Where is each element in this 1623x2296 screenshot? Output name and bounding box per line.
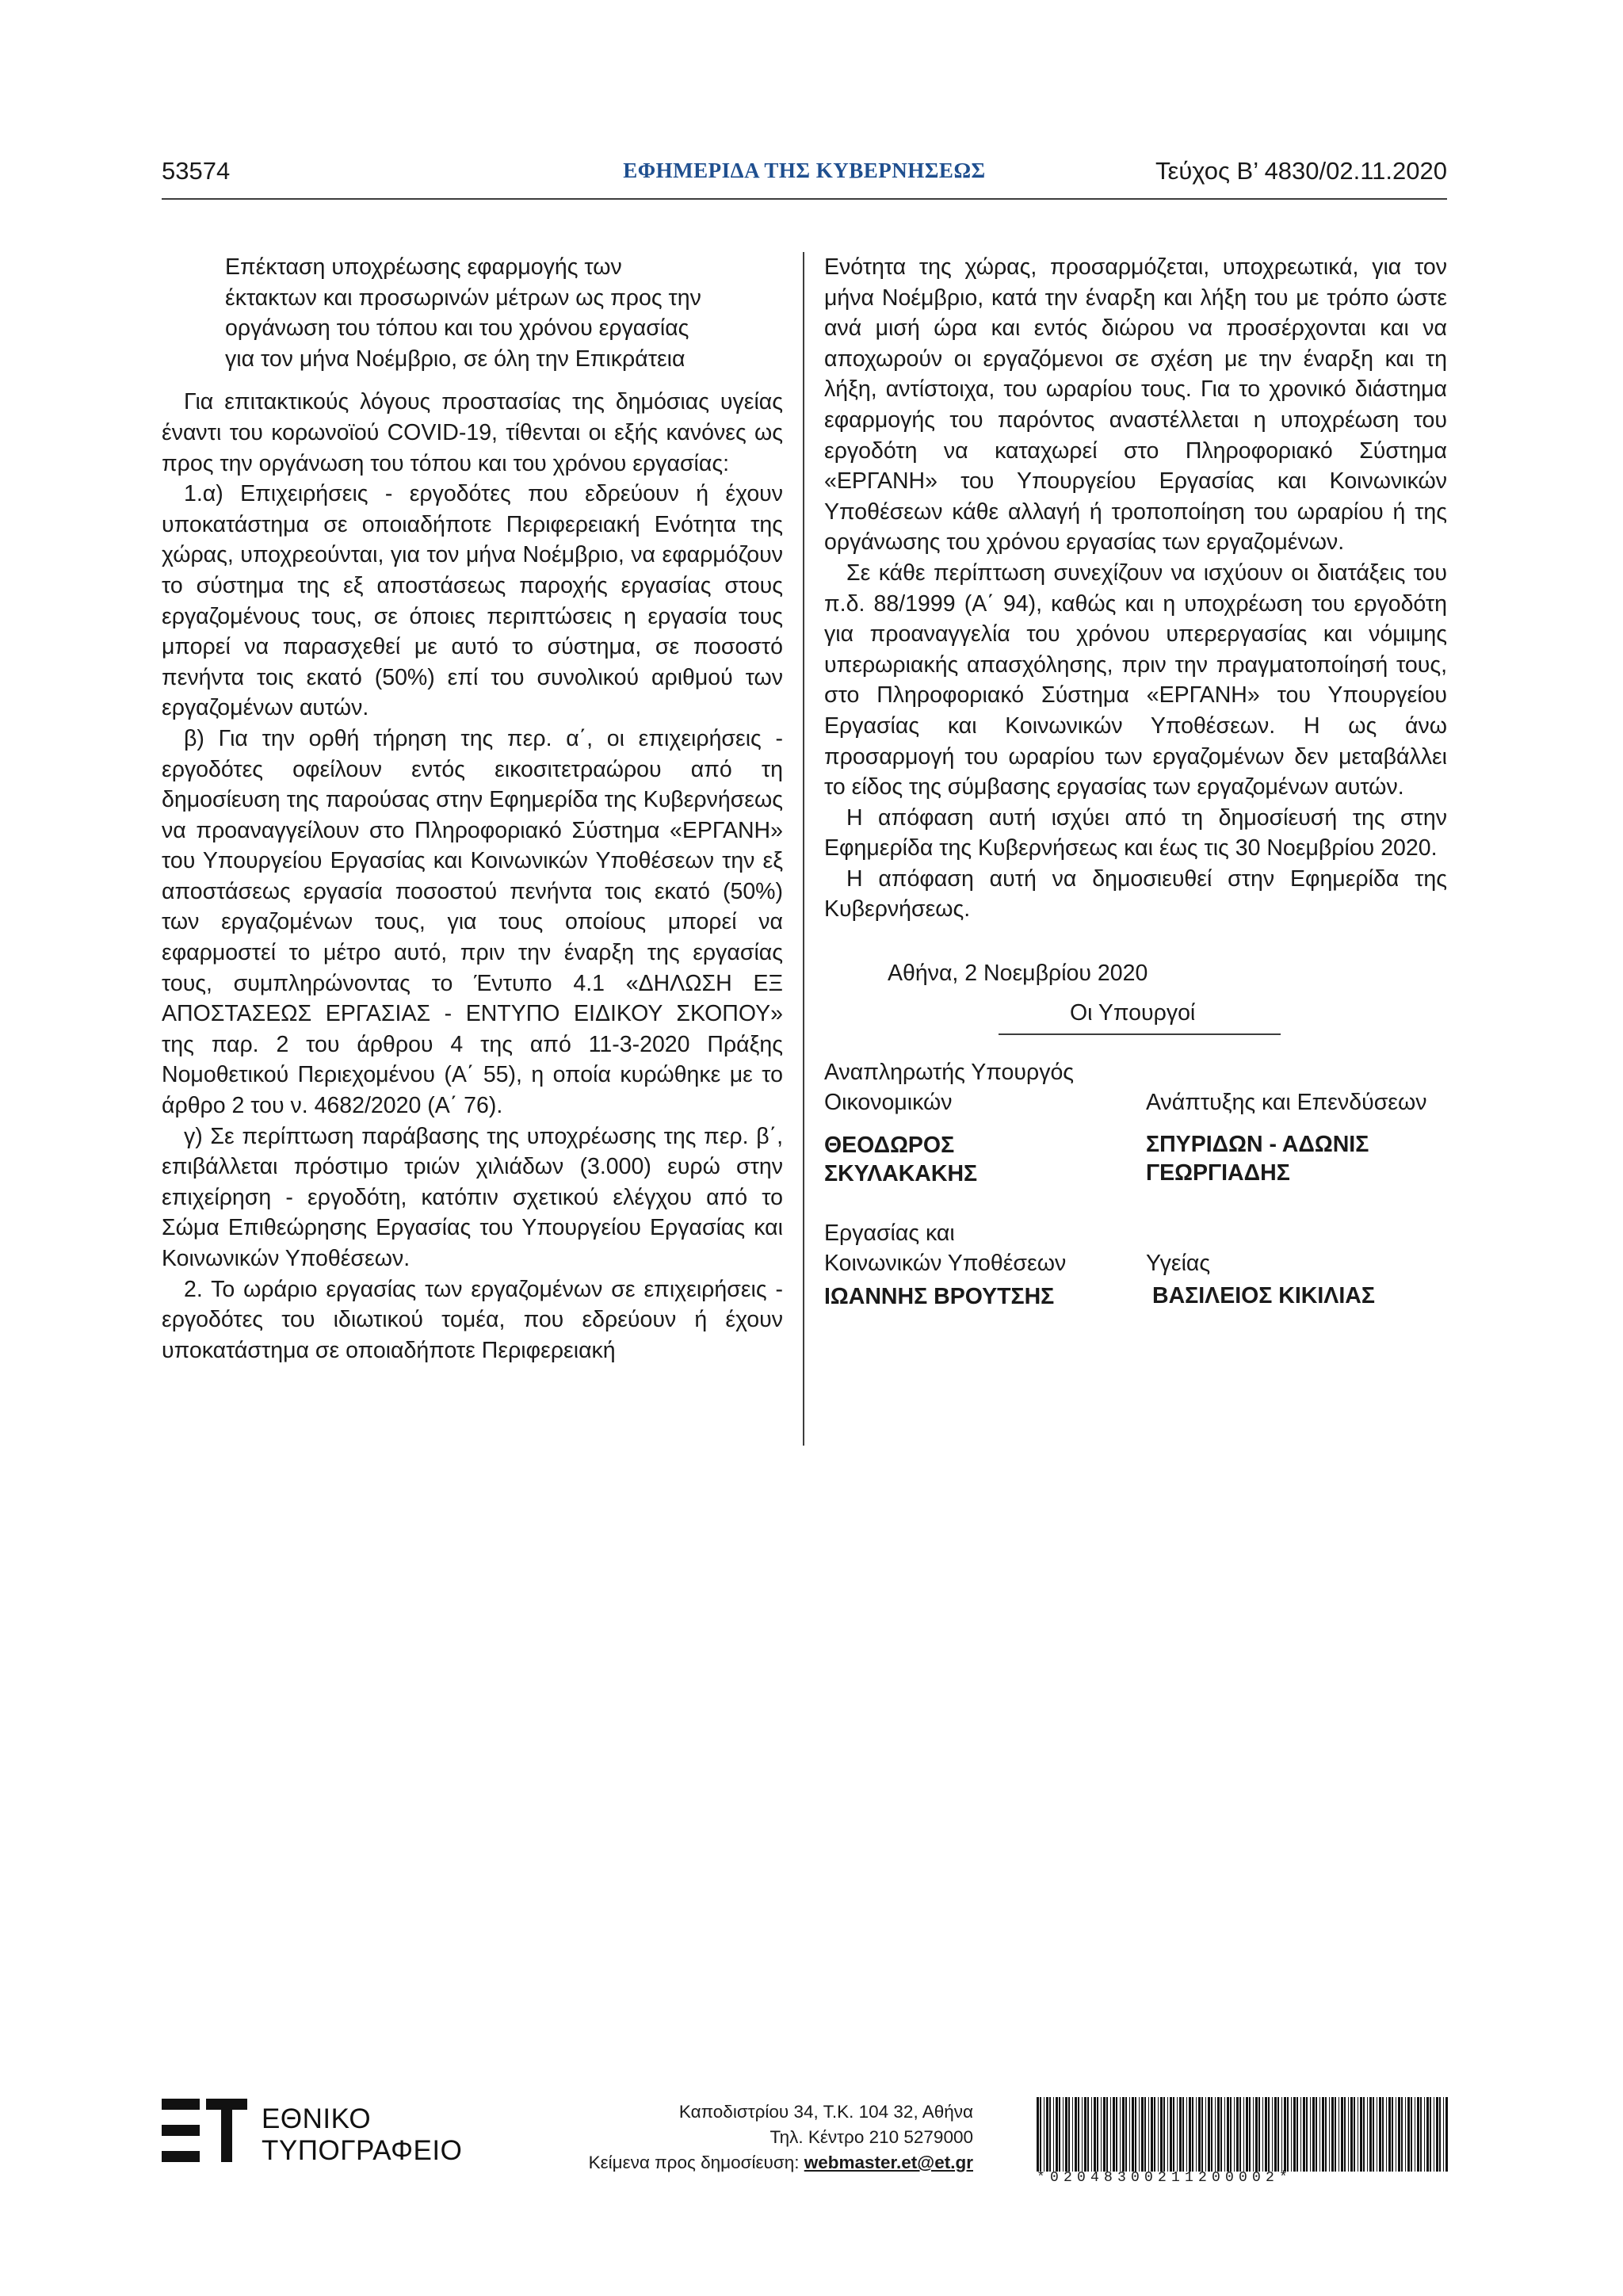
barcode-bar xyxy=(1154,2097,1155,2172)
barcode-bar xyxy=(1116,2097,1117,2172)
barcode-bar xyxy=(1411,2097,1412,2172)
barcode-bar xyxy=(1246,2097,1248,2172)
barcode-bar xyxy=(1284,2097,1286,2172)
signatory-name: ΒΑΣΙΛΕΙΟΣ ΚΙΚΙΛΙΑΣ xyxy=(1152,1283,1375,1309)
barcode-bar xyxy=(1049,2097,1051,2172)
national-printing-office-logo xyxy=(162,2099,463,2166)
barcode-bar xyxy=(1040,2097,1041,2172)
barcode-bar xyxy=(1296,2097,1298,2172)
barcode-bar xyxy=(1367,2097,1368,2172)
barcode-bar xyxy=(1329,2097,1330,2172)
barcode-bar xyxy=(1255,2097,1258,2172)
ministers-underline xyxy=(999,1033,1281,1035)
barcode-bar xyxy=(1277,2097,1279,2172)
barcode-bar xyxy=(1163,2097,1165,2172)
barcode-bar xyxy=(1382,2097,1384,2172)
barcode-bar xyxy=(1192,2097,1193,2172)
barcode-bar xyxy=(1439,2097,1441,2172)
barcode-bar xyxy=(1293,2097,1296,2172)
right-column xyxy=(824,252,1447,1311)
barcode-bar xyxy=(1388,2097,1391,2172)
barcode-bar xyxy=(1316,2097,1317,2172)
barcode-bar xyxy=(1103,2097,1106,2172)
barcode-bar xyxy=(1144,2097,1146,2172)
title-line: οργάνωση του τόπου και του χρόνου εργασίας xyxy=(225,315,689,342)
barcode-bar xyxy=(1310,2097,1311,2172)
barcode-bar xyxy=(1230,2097,1232,2172)
barcode-bar xyxy=(1398,2097,1400,2172)
barcode-bar xyxy=(1354,2097,1355,2172)
barcode-bar xyxy=(1122,2097,1125,2172)
barcode-bar xyxy=(1053,2097,1054,2172)
footer-submissions: Κείμενα προς δημοσίευση: webmaster.et@et.gr xyxy=(588,2153,973,2172)
barcode-bar xyxy=(1445,2097,1448,2172)
footer-phone: Τηλ. Κέντρο 210 5279000 xyxy=(769,2127,973,2147)
barcode-bar xyxy=(1084,2097,1086,2172)
barcode-bar xyxy=(1110,2097,1111,2172)
barcode-bar xyxy=(1170,2097,1172,2172)
barcode-bar xyxy=(1078,2097,1079,2172)
header-divider xyxy=(162,198,1447,200)
barcode-bar xyxy=(1167,2097,1168,2172)
signatory-role-line: Εργασίας και xyxy=(824,1220,955,1246)
paragraph-1a: 1.α) Επιχειρήσεις - εργοδότες που εδρεύουν ή έχουν υποκατάστημα σε οποιαδήποτε Περιφερειακή Ενότητα της χώρας, υποχρεούνται, για τον μήνα Νοέμβριο, να εφαρμόζουν το σύστημα της εξ αποστάσεως παροχής εργασίας στους εργαζομένους τους, σε όποιες περιπτώσεις η εργασία τους μπορεί να παρασχεθεί με αυτό το σύστημα, σε ποσοστό πενήντα τοις εκατό (50%) επί του συνολικού αριθμού των εργαζομένων αυτών. xyxy=(162,481,783,721)
barcode-bar xyxy=(1392,2097,1393,2172)
barcode-bar xyxy=(1141,2097,1144,2172)
barcode-bar xyxy=(1160,2097,1163,2172)
submissions-email-link[interactable]: webmaster.et@et.gr xyxy=(804,2153,973,2172)
place-date: Αθήνα, 2 Νοεμβρίου 2020 xyxy=(888,961,1148,987)
barcode-bar xyxy=(1082,2097,1083,2172)
barcode-bar xyxy=(1265,2097,1267,2172)
column-divider xyxy=(803,252,804,1446)
barcode-bar xyxy=(1179,2097,1182,2172)
barcode-bar xyxy=(1072,2097,1073,2172)
barcode-bar xyxy=(1239,2097,1241,2172)
barcode-bar xyxy=(1405,2097,1406,2172)
barcode-bar xyxy=(1350,2097,1353,2172)
left-column xyxy=(162,252,783,1366)
barcode-bar xyxy=(1274,2097,1277,2172)
journal-title: ΕΦΗΜΕΡΙΔΑ ΤΗΣ ΚΥΒΕΡΝΗΣΕΩΣ xyxy=(623,159,986,182)
barcode-bar xyxy=(1348,2097,1349,2172)
barcode-bar xyxy=(1056,2097,1058,2172)
barcode-bar xyxy=(1287,2097,1289,2172)
barcode-bar xyxy=(1065,2097,1067,2172)
barcode-bar xyxy=(1220,2097,1222,2172)
paragraph-2-cont: Ενότητα της χώρας, προσαρμόζεται, υποχρεωτικά, για τον μήνα Νοέμβριο, κατά την έναρξη και λήξη του με τρόπο ώστε ανά μισή ώρα και εντός διώρου να προσέρχονται και να αποχωρούν οι εργαζόμενοι σε σχέση με την έναρξη και τη λήξη, αντίστοιχα, του ωραρίου τους. Για το χρονικό διάστημα εφαρμογής του παρόντος αναστέλλεται η υποχρέωση του εργοδότη να καταχωρεί στο Πληροφοριακό Σύστημα «ΕΡΓΑΝΗ» του Υπουργείου Εργασίας και Κοινωνικών Υποθέσεων κάθε αλλαγή ή τροποποίηση του ωραρίου ή της οργάνωσης του χρόνου εργασίας των εργαζομένων. xyxy=(824,254,1447,556)
barcode-bar xyxy=(1091,2097,1092,2172)
barcode-bar xyxy=(1205,2097,1206,2172)
barcode-bar xyxy=(1291,2097,1292,2172)
barcode-bar xyxy=(1243,2097,1244,2172)
barcode-bar xyxy=(1075,2097,1077,2172)
barcode-bar xyxy=(1401,2097,1403,2172)
barcode-bar xyxy=(1373,2097,1374,2172)
barcode-bar xyxy=(1113,2097,1115,2172)
paragraph-provisions: Σε κάθε περίπτωση συνεχίζουν να ισχύουν οι διατάξεις του π.δ. 88/1999 (Α΄ 94), καθώς και η υποχρέωση του εργοδότη για προαναγγελία του χρόνου υπερεργασίας και νόμιμης υπερωριακής απασχόλησης, πριν την πραγματοποίησή τους, στο Πληροφοριακό Σύστημα «ΕΡΓΑΝΗ» του Υπουργείου Εργασίας και Κοινωνικών Υποθέσεων. Η ως άνω προσαρμογή του ωραρίου των εργαζομένων δεν μεταβάλλει το είδος της σύμβασης εργασίας των εργαζομένων αυτών. xyxy=(824,560,1447,800)
page-header xyxy=(162,157,1447,197)
barcode-bar xyxy=(1300,2097,1301,2172)
barcode-bar xyxy=(1201,2097,1203,2172)
barcode-bar xyxy=(1106,2097,1108,2172)
ministers-heading: Οι Υπουργοί xyxy=(1070,1000,1196,1026)
paragraph-2: 2. Το ωράριο εργασίας των εργαζομένων σε επιχειρήσεις - εργοδότες του ιδιωτικού τομέα, που εδρεύουν ή έχουν υποκατάστημα σε οποιαδήποτε Περιφερειακή xyxy=(162,1276,783,1363)
paragraph-1b: β) Για την ορθή τήρηση της περ. α΄, οι επιχειρήσεις - εργοδότες οφείλουν εντός εικοσιτετραώρου από τη δημοσίευση της παρούσας στην Εφημερίδα της Κυβερνήσεως να προαναγγείλουν στο Πληροφοριακό Σύστημα «ΕΡΓΑΝΗ» του Υπουργείου Εργασίας και Κοινωνικών Υποθέσεων την εξ αποστάσεως εργασία ποσοστού πενήντα τοις εκατό (50%) των εργαζομένων τους, για τους οποίους μπορεί να εφαρμοστεί το μέτρο αυτό, πριν την έναρξη της εργασίας τους, συμπληρώνοντας το Έντυπο 4.1 «ΔΗΛΩΣΗ ΕΞ ΑΠΟΣΤΑΣΕΩΣ ΕΡΓΑΣΙΑΣ - ΕΝΤΥΠΟ ΕΙΔΙΚΟΥ ΣΚΟΠΟΥ» της παρ. 2 του άρθρου 4 της από 11-3-2020 Πράξης Νομοθετικού Περιεχομένου (Α΄ 55), η οποία κυρώθηκε με το άρθρο 2 του ν. 4682/2020 (Α΄ 76). xyxy=(162,725,783,1119)
barcode-bar xyxy=(1319,2097,1320,2172)
barcode-bar xyxy=(1281,2097,1282,2172)
barcode-bar xyxy=(1068,2097,1070,2172)
barcode-bar xyxy=(1217,2097,1220,2172)
signatory-name: ΣΠΥΡΙΔΩΝ - ΑΔΩΝΙΣ ΓΕΩΡΓΙΑΔΗΣ xyxy=(1146,1132,1369,1186)
barcode-bar xyxy=(1236,2097,1239,2172)
footer-address: Καποδιστρίου 34, Τ.Κ. 104 32, Αθήνα xyxy=(678,2102,973,2122)
barcode-bar xyxy=(1189,2097,1191,2172)
barcode-bar xyxy=(1132,2097,1134,2172)
barcode-bar xyxy=(1059,2097,1060,2172)
barcode-bar xyxy=(1407,2097,1410,2172)
barcode-bar xyxy=(1272,2097,1273,2172)
page-number: 53574 xyxy=(162,157,231,185)
barcode-bar xyxy=(1135,2097,1136,2172)
decision-title xyxy=(225,252,732,374)
barcode-bar xyxy=(1379,2097,1381,2172)
barcode-bar xyxy=(1268,2097,1270,2172)
paragraph-validity: Η απόφαση αυτή ισχύει από τη δημοσίευσή της στην Εφημερίδα της Κυβερνήσεως και έως τις 30 Νοεμβρίου 2020. xyxy=(824,804,1447,861)
barcode-bar xyxy=(1417,2097,1419,2172)
barcode-bar xyxy=(1312,2097,1315,2172)
barcode-bar xyxy=(1303,2097,1305,2172)
barcode-bar xyxy=(1322,2097,1324,2172)
signatures xyxy=(824,1057,1447,1311)
barcode-bar xyxy=(1249,2097,1251,2172)
barcode-bar xyxy=(1430,2097,1431,2172)
barcode-bar xyxy=(1186,2097,1187,2172)
barcode-bar xyxy=(1335,2097,1336,2172)
signatory-role: Υγείας xyxy=(1146,1250,1211,1276)
barcode-bar xyxy=(1094,2097,1096,2172)
barcode-bar xyxy=(1120,2097,1121,2172)
barcode-bar xyxy=(1063,2097,1064,2172)
barcode-number: *02048300211200002* xyxy=(1037,2170,1293,2186)
signatory-role: Αναπληρωτής Υπουργός Οικονομικών xyxy=(824,1059,1075,1116)
barcode-bar xyxy=(1234,2097,1235,2172)
barcode-bar xyxy=(1198,2097,1201,2172)
barcode-bar xyxy=(1306,2097,1308,2172)
barcode-bar xyxy=(1148,2097,1149,2172)
title-line: Επέκταση υποχρέωσης εφαρμογής των xyxy=(225,254,622,280)
barcode-bar xyxy=(1341,2097,1343,2172)
title-line: έκτακτων και προσωρινών μέτρων ως προς την xyxy=(225,285,701,311)
barcode-bar xyxy=(1424,2097,1425,2172)
barcode-bar xyxy=(1338,2097,1339,2172)
barcode-bar xyxy=(1258,2097,1260,2172)
barcode-bar xyxy=(1253,2097,1254,2172)
title-line: για τον μήνα Νοέμβριο, σε όλη την Επικράτεια xyxy=(225,346,685,372)
signature-health xyxy=(1146,1218,1447,1311)
barcode-bar xyxy=(1151,2097,1153,2172)
logo-text: ΕΘΝΙΚΟ ΤΥΠΟΓΡΑΦΕΙΟ xyxy=(262,2103,463,2166)
barcode-bar xyxy=(1087,2097,1089,2172)
barcode-bar xyxy=(1037,2097,1039,2172)
barcode-bar xyxy=(1173,2097,1174,2172)
barcode-bar xyxy=(1182,2097,1184,2172)
paragraph-intro: Για επιτακτικούς λόγους προστασίας της δημόσιας υγείας έναντι του κορωνοϊού COVID-19, τίθενται οι εξής κανόνες ως προς την οργάνωση του τόπου και του χρόνου εργασίας: xyxy=(162,389,783,476)
signatory-name: ΘΕΟΔΩΡΟΣ ΣΚΥΛΑΚΑΚΗΣ xyxy=(824,1132,978,1186)
barcode-bar xyxy=(1211,2097,1212,2172)
barcode-bar xyxy=(1443,2097,1444,2172)
barcode-bar xyxy=(1101,2097,1102,2172)
barcode-bar xyxy=(1360,2097,1362,2172)
signature-finance xyxy=(824,1057,1146,1188)
et-logo-icon xyxy=(162,2099,247,2162)
barcode-bar xyxy=(1344,2097,1346,2172)
signatory-name: ΙΩΑΝΝΗΣ ΒΡΟΥΤΣΗΣ xyxy=(824,1284,1055,1310)
barcode-bar xyxy=(1420,2097,1422,2172)
barcode xyxy=(1037,2097,1450,2172)
barcode-bar xyxy=(1325,2097,1327,2172)
footer-contact xyxy=(498,2099,973,2176)
barcode-bar xyxy=(1129,2097,1130,2172)
paragraph-publication: Η απόφαση αυτή να δημοσιευθεί στην Εφημερίδα της Κυβερνήσεως. xyxy=(824,865,1447,923)
barcode-bar xyxy=(1097,2097,1098,2172)
signatory-role: Ανάπτυξης και Επενδύσεων xyxy=(1146,1089,1427,1115)
barcode-bar xyxy=(1386,2097,1387,2172)
barcode-bar xyxy=(1331,2097,1334,2172)
barcode-bar xyxy=(1363,2097,1365,2172)
barcode-bar xyxy=(1139,2097,1140,2172)
signature-development xyxy=(1146,1057,1447,1188)
paragraph-1c: γ) Σε περίπτωση παράβασης της υποχρέωσης της περ. β΄, επιβάλλεται πρόστιμο τριών χιλιάδων (3.000) ευρώ στην επιχείρηση - εργοδότη, κατόπιν σχετικού ελέγχου από το Σώμα Επιθεώρησης Εργασίας του Υπουργείου Εργασίας και Κοινωνικών Υποθέσεων. xyxy=(162,1123,783,1271)
barcode-bar xyxy=(1046,2097,1048,2172)
barcode-bar xyxy=(1227,2097,1229,2172)
barcode-bar xyxy=(1224,2097,1225,2172)
barcode-bar xyxy=(1215,2097,1216,2172)
barcode-bar xyxy=(1196,2097,1197,2172)
barcode-bar xyxy=(1369,2097,1372,2172)
barcode-bar xyxy=(1177,2097,1178,2172)
barcode-bar xyxy=(1262,2097,1263,2172)
issue-number: Τεύχος B’ 4830/02.11.2020 xyxy=(1155,157,1447,185)
signatory-role-line: Κοινωνικών Υποθέσεων xyxy=(824,1251,1067,1277)
signature-labour xyxy=(824,1218,1146,1311)
barcode-bar xyxy=(1208,2097,1210,2172)
barcode-bar xyxy=(1125,2097,1127,2172)
barcode-bar xyxy=(1426,2097,1429,2172)
barcode-bar xyxy=(1436,2097,1438,2172)
barcode-bar xyxy=(1158,2097,1159,2172)
